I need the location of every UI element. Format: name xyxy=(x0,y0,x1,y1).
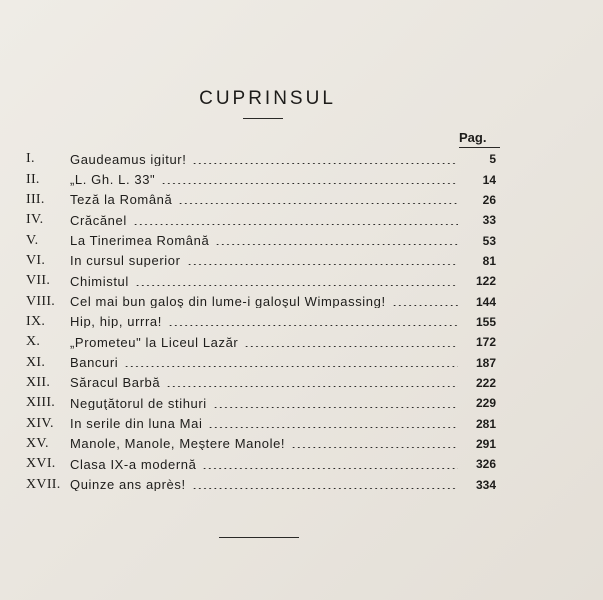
table-of-contents xyxy=(26,149,496,495)
page-column-header: Pag. xyxy=(459,130,487,145)
entry-page: 326 xyxy=(475,457,496,472)
toc-entry-2 xyxy=(26,169,496,189)
entry-title: „L. Gh. L. 33" xyxy=(70,173,156,187)
entry-title: In serile din luna Mai xyxy=(70,417,203,431)
dot-leader xyxy=(192,163,458,164)
entry-number: IX. xyxy=(26,313,46,329)
toc-entry-16 xyxy=(26,454,496,474)
entry-number: IV. xyxy=(26,212,44,228)
toc-entry-3 xyxy=(26,190,496,210)
toc-entry-9 xyxy=(26,312,496,332)
toc-entry-8 xyxy=(26,291,496,311)
toc-entry-17 xyxy=(26,475,496,495)
entry-title: Săracul Barbă xyxy=(70,376,161,390)
title-underline xyxy=(243,118,283,119)
dot-leader xyxy=(168,325,458,326)
dot-leader xyxy=(166,386,458,387)
entry-title: Chimistul xyxy=(70,274,129,288)
entry-title: La Tinerimea Română xyxy=(70,234,210,248)
entry-page: 33 xyxy=(482,213,496,228)
toc-entry-10 xyxy=(26,332,496,352)
entry-number: VII. xyxy=(26,273,51,289)
entry-page: 14 xyxy=(482,172,496,187)
entry-number: X. xyxy=(26,334,41,350)
toc-entry-5 xyxy=(26,230,496,250)
entry-title: „Prometeu" la Liceul Lazăr xyxy=(70,335,239,349)
dot-leader xyxy=(187,264,458,265)
entry-title: Neguţătorul de stihuri xyxy=(70,396,207,410)
toc-entry-12 xyxy=(26,373,496,393)
dot-leader xyxy=(192,488,458,489)
entry-number: XVI. xyxy=(26,456,56,472)
toc-entry-13 xyxy=(26,393,496,413)
entry-page: 155 xyxy=(475,314,496,329)
toc-entry-11 xyxy=(26,352,496,372)
dot-leader xyxy=(244,346,458,347)
entry-page: 144 xyxy=(475,294,496,309)
dot-leader xyxy=(161,183,458,184)
entry-number: XIV. xyxy=(26,415,54,431)
dot-leader xyxy=(178,203,458,204)
entry-title: Hip, hip, urrra! xyxy=(70,315,162,329)
entry-page: 122 xyxy=(475,274,496,289)
entry-number: XV. xyxy=(26,435,49,451)
dot-leader xyxy=(202,468,458,469)
entry-page: 187 xyxy=(475,355,496,370)
entry-number: XII. xyxy=(26,374,51,390)
entry-title: Bancuri xyxy=(70,356,119,370)
entry-number: II. xyxy=(26,171,40,187)
toc-entry-15 xyxy=(26,434,496,454)
entry-title: Crăcănel xyxy=(70,213,127,227)
dot-leader xyxy=(133,224,458,225)
entry-number: XI. xyxy=(26,354,46,370)
entry-page: 5 xyxy=(489,152,496,167)
entry-title: Cel mai bun galoş din lume-i galoşul Wimpassing! xyxy=(70,295,386,309)
toc-entry-14 xyxy=(26,413,496,433)
dot-leader xyxy=(392,305,458,306)
toc-entry-6 xyxy=(26,251,496,271)
entry-title: Quinze ans après! xyxy=(70,478,186,492)
entry-page: 281 xyxy=(475,416,496,431)
entry-number: XVII. xyxy=(26,476,61,492)
dot-leader xyxy=(124,366,458,367)
entry-title: Clasa IX-a modernă xyxy=(70,457,197,471)
dot-leader xyxy=(215,244,458,245)
dot-leader xyxy=(208,427,458,428)
entry-title: Manole, Manole, Meştere Manole! xyxy=(70,437,286,451)
entry-number: III. xyxy=(26,191,45,207)
dot-leader xyxy=(135,285,458,286)
entry-title: In cursul superior xyxy=(70,254,181,268)
dot-leader xyxy=(291,447,458,448)
entry-page: 81 xyxy=(482,253,496,268)
entry-page: 334 xyxy=(475,477,496,492)
entry-title: Teză la Română xyxy=(70,193,173,207)
entry-number: VI. xyxy=(26,252,46,268)
entry-page: 53 xyxy=(482,233,496,248)
toc-entry-1 xyxy=(26,149,496,169)
entry-number: I. xyxy=(26,151,35,167)
toc-entry-4 xyxy=(26,210,496,230)
entry-title: Gaudeamus igitur! xyxy=(70,152,187,166)
entry-page: 291 xyxy=(475,436,496,451)
entry-number: V. xyxy=(26,232,39,248)
entry-number: XIII. xyxy=(26,395,56,411)
page-title: CUPRINSUL xyxy=(199,88,336,109)
closing-rule xyxy=(219,537,299,538)
page-column-underline xyxy=(459,147,500,148)
entry-number: VIII. xyxy=(26,293,56,309)
entry-page: 222 xyxy=(475,375,496,390)
dot-leader xyxy=(213,407,458,408)
entry-page: 172 xyxy=(475,335,496,350)
entry-page: 26 xyxy=(482,192,496,207)
toc-entry-7 xyxy=(26,271,496,291)
entry-page: 229 xyxy=(475,396,496,411)
